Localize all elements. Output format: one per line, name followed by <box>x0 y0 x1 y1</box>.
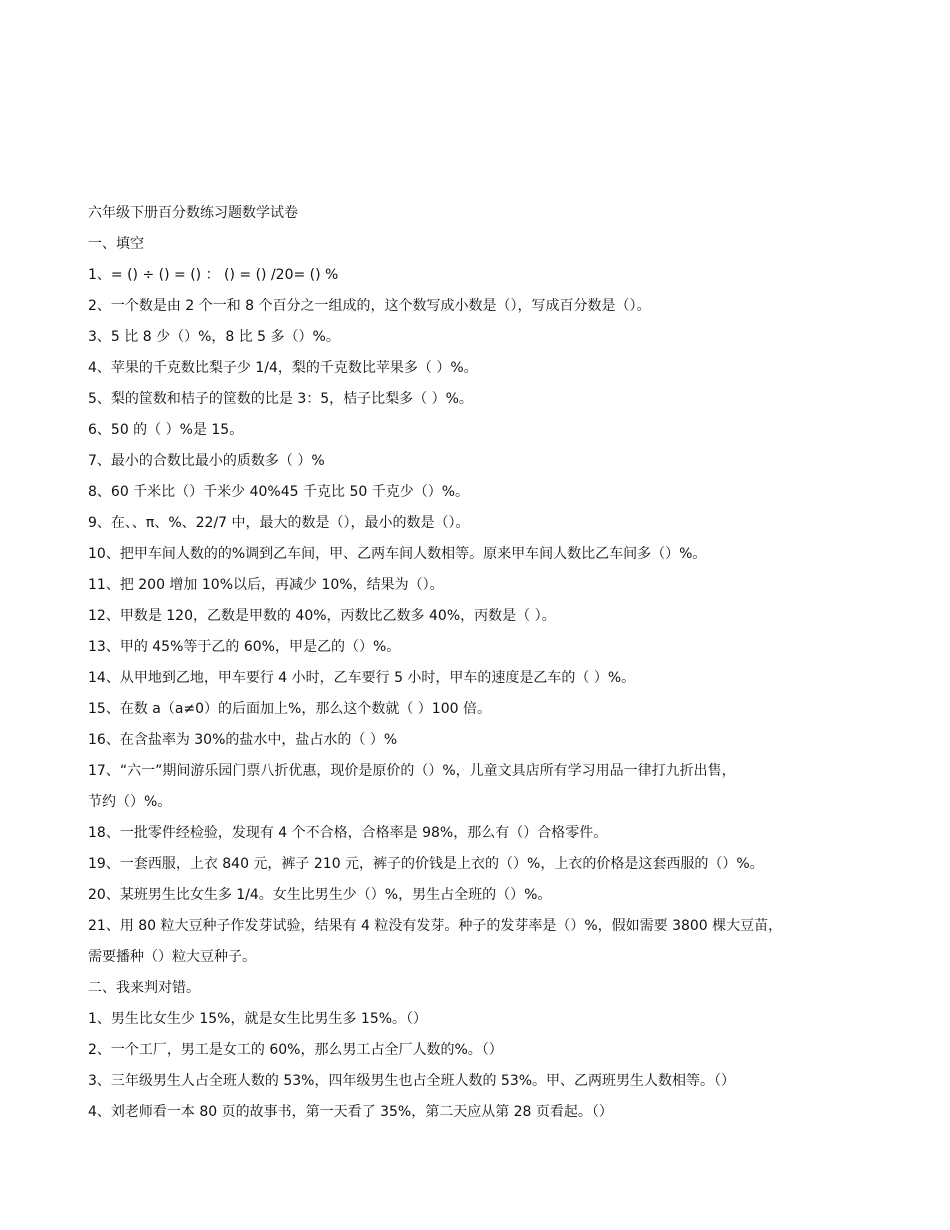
question-item: 17、“六一”期间游乐园门票八折优惠，现价是原价的（）%，儿童文具店所有学习用品一律打九折出售， <box>88 763 736 779</box>
question-item: 5、梨的筐数和桔子的筐数的比是 3：5，桔子比梨多（ ）%。 <box>88 391 473 407</box>
question-item-continuation: 节约（）%。 <box>88 794 172 810</box>
section-true-false-list <box>88 1004 868 1128</box>
question-item: 6、50 的（ ）%是 15。 <box>88 422 244 438</box>
question-item: 10、把甲车间人数的的%调到乙车间，甲、乙两车间人数相等。原来甲车间人数比乙车间多（）%。 <box>88 546 707 562</box>
question-item: 3、5 比 8 少（）%，8 比 5 多（）%。 <box>88 329 340 345</box>
judgement-item: 4、刘老师看一本 80 页的故事书，第一天看了 35%，第二天应从第 28 页看起。（） <box>88 1104 613 1120</box>
question-item: 19、一套西服，上衣 840 元，裤子 210 元，裤子的价钱是上衣的（）%，上衣的价格是这套西服的（）%。 <box>88 856 764 872</box>
judgement-item: 3、三年级男生人占全班人数的 53%，四年级男生也占全班人数的 53%。甲、乙两班男生人数相等。（） <box>88 1073 736 1089</box>
section-fill-blank-list <box>88 260 868 973</box>
document-page <box>88 198 868 1128</box>
question-item: 13、甲的 45%等于乙的 60%，甲是乙的（）%。 <box>88 639 401 655</box>
question-item: 8、60 千米比（）千米少 40%45 千克比 50 千克少（）%。 <box>88 484 470 500</box>
question-item: 2、一个数是由 2 个一和 8 个百分之一组成的，这个数写成小数是（），写成百分数是（）。 <box>88 298 651 314</box>
question-item: 9、在、、π、%、22/7 中，最大的数是（），最小的数是（）。 <box>88 515 470 531</box>
question-item: 7、最小的合数比最小的质数多（ ）% <box>88 453 325 469</box>
section-heading-true-false: 二、我来判对错。 <box>88 980 200 996</box>
question-item: 18、一批零件经检验，发现有 4 个不合格，合格率是 98%，那么有（）合格零件。 <box>88 825 608 841</box>
question-item: 12、甲数是 120，乙数是甲数的 40%，丙数比乙数多 40%，丙数是（ ）。 <box>88 608 556 624</box>
judgement-item: 2、一个工厂，男工是女工的 60%，那么男工占全厂人数的%。（） <box>88 1042 503 1058</box>
question-item-continuation: 需要播种（）粒大豆种子。 <box>88 949 256 965</box>
question-item: 15、在数 a（a≠0）的后面加上%，那么这个数就（ ）100 倍。 <box>88 701 491 717</box>
question-item: 11、把 200 增加 10%以后，再减少 10%，结果为（）。 <box>88 577 444 593</box>
question-item: 20、某班男生比女生多 1/4。女生比男生少（）%，男生占全班的（）%。 <box>88 887 552 903</box>
question-item: 1、= () ÷ () = () ： () = () /20= () % <box>88 267 339 283</box>
document-title: 六年级下册百分数练习题数学试卷 <box>88 205 298 221</box>
question-item: 16、在含盐率为 30%的盐水中，盐占水的（ ）% <box>88 732 398 748</box>
judgement-item: 1、男生比女生少 15%，就是女生比男生多 15%。（） <box>88 1011 428 1027</box>
section-heading-fill-blank: 一、填空 <box>88 236 144 252</box>
question-item: 21、用 80 粒大豆种子作发芽试验，结果有 4 粒没有发芽。种子的发芽率是（）%，假如需要 3800 棵大豆苗， <box>88 918 783 934</box>
question-item: 4、苹果的千克数比梨子少 1/4，梨的千克数比苹果多（ ）%。 <box>88 360 478 376</box>
question-item: 14、从甲地到乙地，甲车要行 4 小时，乙车要行 5 小时，甲车的速度是乙车的（ ）%。 <box>88 670 636 686</box>
